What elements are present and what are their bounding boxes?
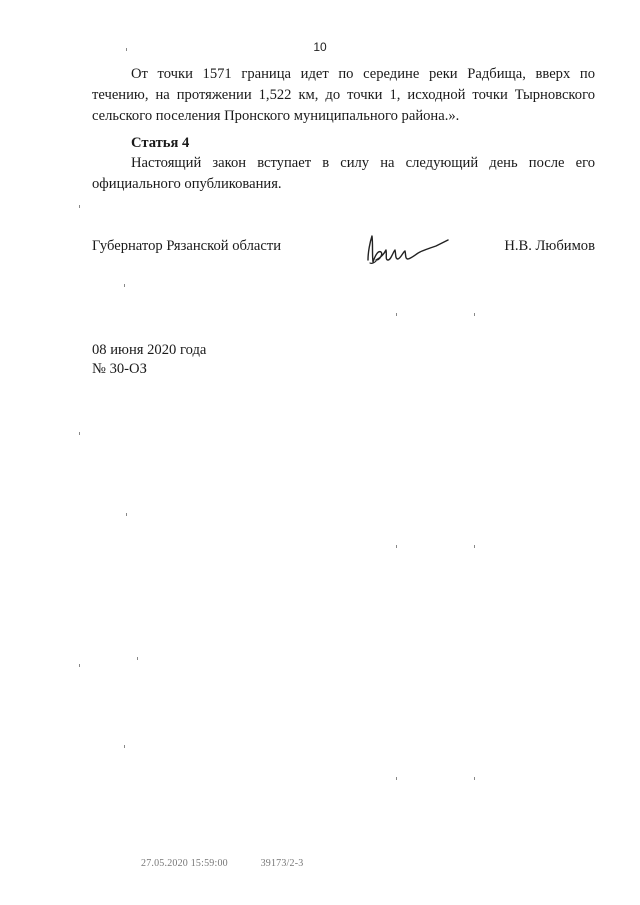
law-number: № 30-ОЗ [92, 361, 147, 377]
scan-speck [474, 777, 475, 780]
scan-speck [79, 205, 80, 208]
adoption-date: 08 июня 2020 года [92, 342, 207, 358]
footer-timestamp: 27.05.2020 15:59:00 [141, 858, 228, 869]
boundary-paragraph: От точки 1571 граница идет по середине реки Радбища, вверх по течению, на протяжении 1,522 км, до точки 1, исходной точки Тырновского сельского поселения Пронского муниципального района.». [92, 66, 595, 124]
adoption-details [92, 341, 206, 379]
handwritten-signature-icon [364, 230, 454, 268]
footer-code: 39173/2-3 [260, 858, 304, 869]
scan-speck [124, 745, 125, 748]
page-number: 10 [313, 40, 327, 54]
signer-title: Губернатор Рязанской области [92, 238, 282, 254]
scan-speck [396, 777, 397, 780]
scan-speck [124, 284, 125, 287]
scan-speck [474, 313, 475, 316]
article-heading: Статья 4 [131, 135, 190, 151]
article-text: Настоящий закон вступает в силу на следующий день после его официального опубликования. [92, 155, 595, 192]
scan-speck [474, 545, 475, 548]
scan-speck [79, 432, 80, 435]
scan-speck [396, 545, 397, 548]
scan-speck [126, 513, 127, 516]
signer-name: Н.В. Любимов [504, 238, 595, 254]
signature-block [92, 236, 595, 276]
scan-speck [396, 313, 397, 316]
scan-speck [137, 657, 138, 660]
footer-stamp [141, 858, 303, 869]
scan-speck [79, 664, 80, 667]
scan-speck [126, 48, 127, 51]
